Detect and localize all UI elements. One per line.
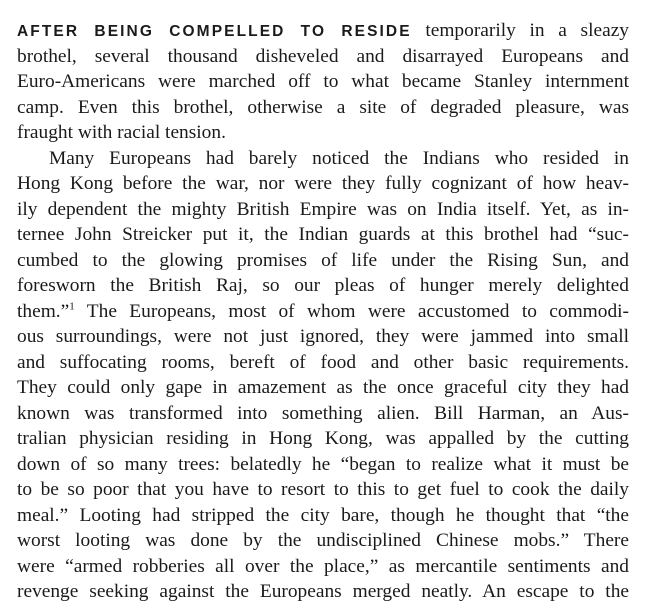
text-line-10: cumbed to the glowing promises of life under the Rising Sun, and <box>17 249 629 271</box>
opening-smallcaps: AFTER BEING COMPELLED TO RESIDE <box>17 23 412 40</box>
text-line-1 <box>17 18 629 43</box>
text-line-19: to be so poor that you have to resort to this to get fuel to cook the daily <box>17 479 629 500</box>
text-segment: The Europeans, most of whom were accustomed to commodi- <box>86 300 630 322</box>
text-line-14: and suffocating rooms, bereft of food and other basic requirements. <box>17 351 629 373</box>
text-line-6: Many Europeans had barely noticed the Indians who resided in <box>49 147 629 169</box>
text-line-9: ternee John Streicker put it, the Indian guards at this brothel had “suc- <box>17 224 629 245</box>
text-line-8: ily dependent the mighty British Empire was on India itself. Yet, as in- <box>17 198 629 220</box>
text-line-18: down of so many trees: belatedly he “began to realize what it must be <box>17 453 629 475</box>
text-line-7: Hong Kong before the war, nor were they fully cognizant of how heav- <box>17 173 629 194</box>
text-line-4: camp. Even this brothel, otherwise a site of degraded pleasure, was <box>17 96 629 118</box>
text-line-3: Euro-Americans were marched off to what became Stanley internment <box>17 71 629 92</box>
text-line-21: worst looting was done by the undisciplined Chinese mobs.” There <box>17 530 629 551</box>
text-line-16: known was transformed into something alien. Bill Harman, an Aus- <box>17 402 629 424</box>
text-line-5: fraught with racial tension. <box>17 122 226 143</box>
text-line-23: revenge seeking against the Europeans merged neatly. An escape to the <box>17 581 629 602</box>
text-line-22: were “armed robberies all over the place,” as mercantile sentiments and <box>17 555 629 577</box>
text-segment: temporarily in a sleazy <box>425 20 629 41</box>
text-segment: them.” <box>17 300 70 322</box>
text-line-13: ous surroundings, were not just ignored, they were jammed into small <box>17 326 629 347</box>
text-line-12 <box>17 299 629 324</box>
footnote-ref: 1 <box>69 300 75 313</box>
text-line-11: foresworn the British Raj, so our pleas of hunger merely delighted <box>17 275 629 296</box>
text-line-20: meal.” Looting had stripped the city bare, though he thought that “the <box>17 504 629 526</box>
text-line-15: They could only gape in amazement as the once graceful city they had <box>17 377 629 398</box>
text-line-17: tralian physician residing in Hong Kong, was appalled by the cutting <box>17 428 629 449</box>
text-line-2: brothel, several thousand disheveled and disarrayed Europeans and <box>17 45 629 67</box>
